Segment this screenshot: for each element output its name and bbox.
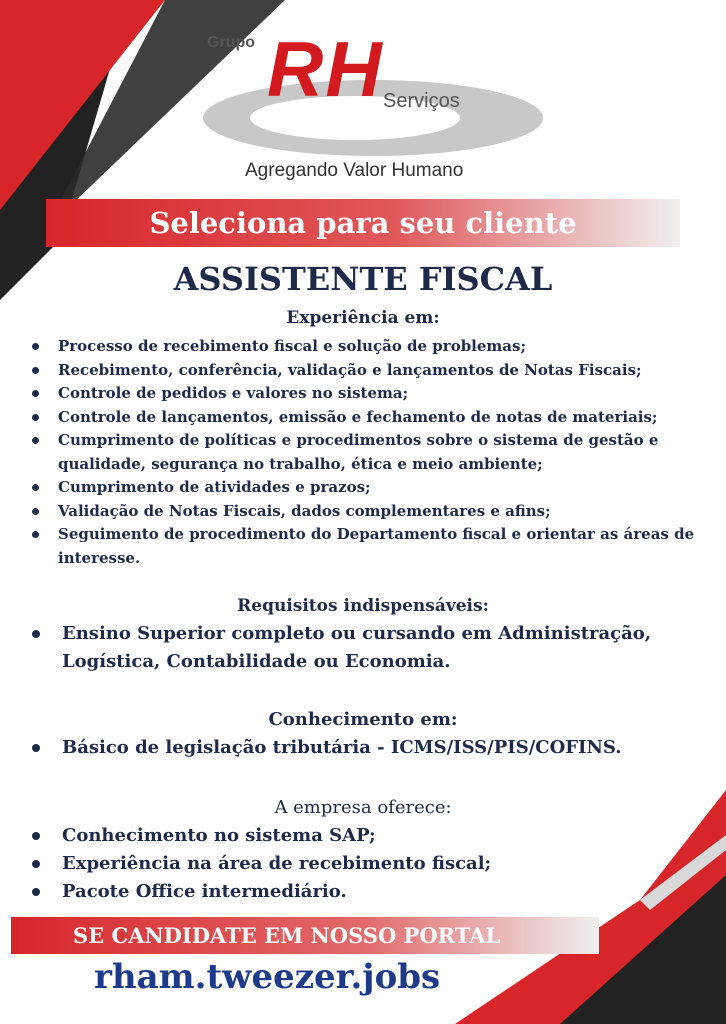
list-item: Cumprimento de atividades e prazos; xyxy=(28,476,726,500)
apply-text: SE CANDIDATE EM NOSSO PORTAL xyxy=(73,923,501,948)
offer-list xyxy=(28,822,702,906)
logo-servicos-text: Serviços xyxy=(383,90,460,112)
logo-tagline: Agregando Valor Humano xyxy=(245,160,464,181)
list-item: Controle de lançamentos, emissão e fechamento de notas de materiais; xyxy=(28,406,726,430)
experience-list xyxy=(28,335,726,570)
website-link[interactable]: rham.tweezer.jobs xyxy=(94,957,441,997)
list-item: Controle de pedidos e valores no sistema; xyxy=(28,382,726,406)
list-item: Seguimento de procedimento do Departamento fiscal e orientar as áreas de interesse. xyxy=(28,523,726,570)
knowledge-list xyxy=(28,734,702,762)
list-item: Conhecimento no sistema SAP; xyxy=(28,822,702,850)
company-logo xyxy=(195,25,555,190)
list-item: Básico de legislação tributária - ICMS/ISS/PIS/COFINS. xyxy=(28,734,702,762)
list-item: Recebimento, conferência, validação e lançamentos de Notas Fiscais; xyxy=(28,359,726,383)
list-item: Cumprimento de políticas e procedimentos sobre o sistema de gestão e qualidade, segurança no trabalho, ética e meio ambiente; xyxy=(28,429,726,476)
list-item: Ensino Superior completo ou cursando em Administração, Logística, Contabilidade ou Economia. xyxy=(28,620,702,676)
banner-text: Seleciona para seu cliente xyxy=(149,206,577,240)
logo-grupo-text: Grupo xyxy=(207,34,255,51)
offer-heading: A empresa oferece: xyxy=(274,797,452,818)
list-item: Validação de Notas Fiscais, dados complementares e afins; xyxy=(28,500,726,524)
knowledge-heading: Conhecimento em: xyxy=(268,709,458,730)
logo-rh-mark: RH xyxy=(267,25,384,113)
headline-banner xyxy=(46,199,680,247)
list-item: Processo de recebimento fiscal e solução de problemas; xyxy=(28,335,726,359)
requirements-heading: Requisitos indispensáveis: xyxy=(237,596,489,616)
experience-heading: Experiência em: xyxy=(286,308,440,328)
apply-banner xyxy=(11,917,599,954)
job-title: ASSISTENTE FISCAL xyxy=(173,260,553,298)
list-item: Pacote Office intermediário. xyxy=(28,878,702,906)
requirements-list xyxy=(28,620,702,676)
list-item: Experiência na área de recebimento fiscal; xyxy=(28,850,702,878)
